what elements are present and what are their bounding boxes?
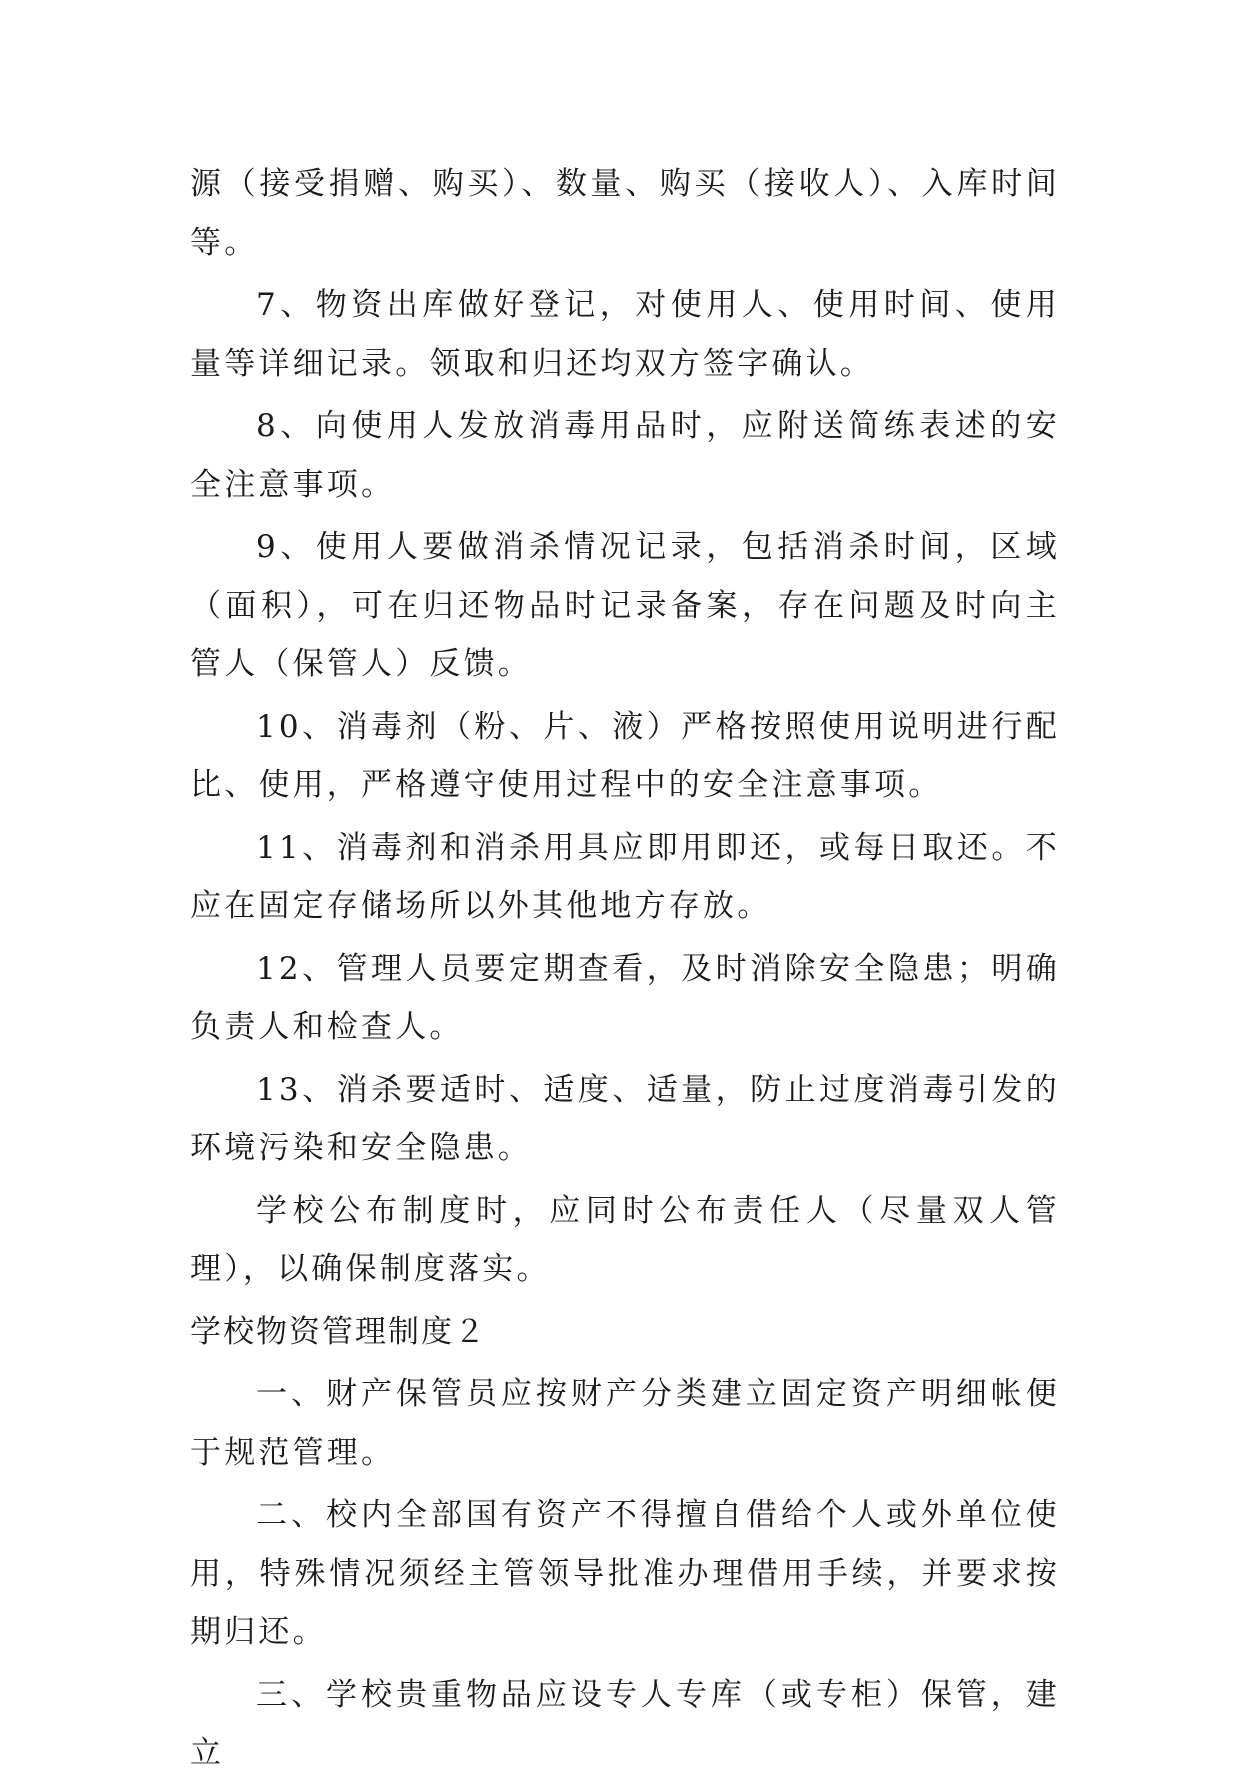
section-paragraph-1: 一、财产保管员应按财产分类建立固定资产明细帐便于规范管理。 (190, 1376, 1060, 1471)
paragraph-item-10: 10、消毒剂（粉、片、液）严格按照使用说明进行配比、使用，严格遵守使用过程中的安全注意事项。 (190, 708, 1060, 803)
paragraph-item-8: 8、向使用人发放消毒用品时，应附送简练表述的安全注意事项。 (190, 408, 1060, 503)
paragraph-item-11: 11、消毒剂和消杀用具应即用即还，或每日取还。不应在固定存储场所以外其他地方存放。 (190, 829, 1060, 924)
paragraph-publication-note: 学校公布制度时，应同时公布责任人（尽量双人管理），以确保制度落实。 (190, 1192, 1060, 1287)
paragraph-item-12: 12、管理人员要定期查看，及时消除安全隐患；明确负责人和检查人。 (190, 950, 1060, 1045)
paragraph-item-9: 9、使用人要做消杀情况记录，包括消杀时间，区域（面积），可在归还物品时记录备案，存在问题及时向主管人（保管人）反馈。 (190, 529, 1060, 682)
document-body (190, 155, 1060, 1787)
section-paragraph-3: 三、学校贵重物品应设专人专库（或专柜）保管，建立 (190, 1676, 1060, 1771)
paragraph-item-7: 7、物资出库做好登记，对使用人、使用时间、使用量等详细记录。领取和归还均双方签字确认。 (190, 287, 1060, 382)
section-paragraph-2: 二、校内全部国有资产不得擅自借给个人或外单位使用，特殊情况须经主管领导批准办理借用手续，并要求按期归还。 (190, 1497, 1060, 1650)
section-heading: 学校物资管理制度２ (190, 1313, 487, 1350)
paragraph-continued: 源（接受捐赠、购买）、数量、购买（接收人）、入库时间等。 (190, 166, 1060, 261)
paragraph-item-13: 13、消杀要适时、适度、适量，防止过度消毒引发的环境污染和安全隐患。 (190, 1071, 1060, 1166)
